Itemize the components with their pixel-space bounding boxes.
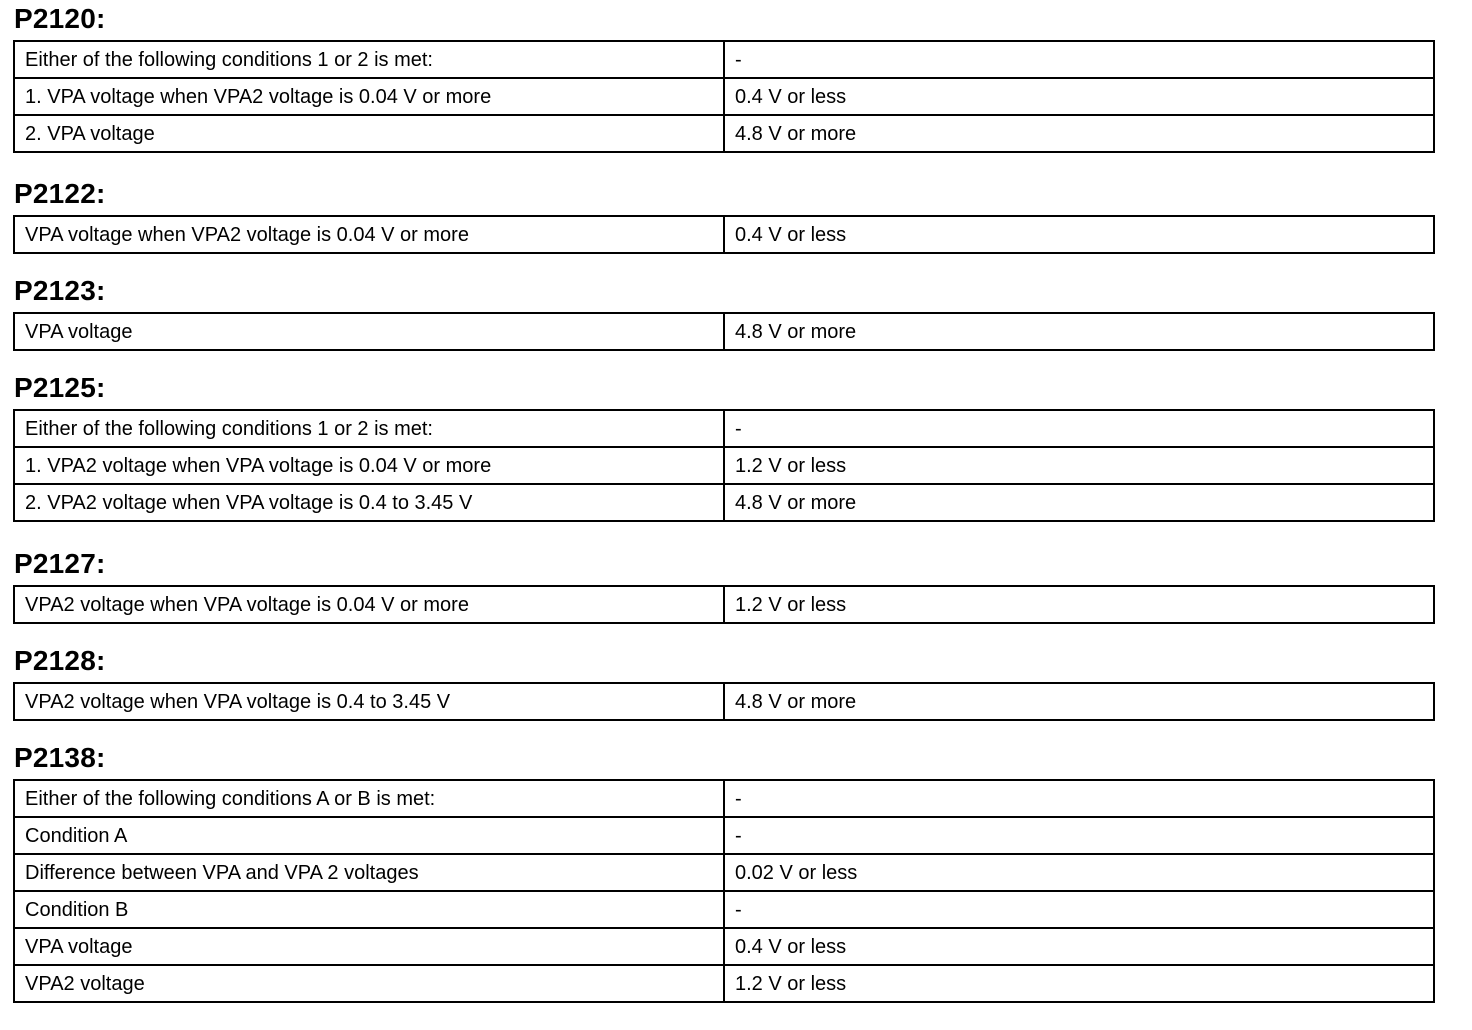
dtc-section-p2125 xyxy=(13,373,1431,522)
condition-cell: Either of the following conditions 1 or 2 is met: xyxy=(14,410,724,447)
condition-cell: VPA2 voltage when VPA voltage is 0.04 V or more xyxy=(14,586,724,623)
condition-cell: Either of the following conditions A or B is met: xyxy=(14,780,724,817)
condition-cell: VPA voltage when VPA2 voltage is 0.04 V or more xyxy=(14,216,724,253)
condition-cell: Either of the following conditions 1 or 2 is met: xyxy=(14,41,724,78)
value-cell: 4.8 V or more xyxy=(724,115,1434,152)
dtc-section-p2138 xyxy=(13,743,1431,1003)
condition-cell: Condition A xyxy=(14,817,724,854)
value-cell: 1.2 V or less xyxy=(724,965,1434,1002)
dtc-section-p2127 xyxy=(13,549,1431,624)
dtc-code-heading: P2120: xyxy=(14,3,106,34)
value-cell: 0.4 V or less xyxy=(724,78,1434,115)
dtc-code-heading: P2138: xyxy=(14,742,106,773)
dtc-section-p2120 xyxy=(13,4,1431,153)
value-cell: 1.2 V or less xyxy=(724,586,1434,623)
dtc-code-heading: P2122: xyxy=(14,178,106,209)
value-cell: - xyxy=(724,41,1434,78)
table-row xyxy=(14,891,1434,928)
condition-cell: Difference between VPA and VPA 2 voltages xyxy=(14,854,724,891)
dtc-condition-table xyxy=(13,215,1435,254)
value-cell: - xyxy=(724,410,1434,447)
condition-cell: 1. VPA2 voltage when VPA voltage is 0.04 V or more xyxy=(14,447,724,484)
condition-cell: VPA2 voltage xyxy=(14,965,724,1002)
table-row xyxy=(14,854,1434,891)
table-row xyxy=(14,780,1434,817)
value-cell: - xyxy=(724,891,1434,928)
condition-cell: 2. VPA2 voltage when VPA voltage is 0.4 to 3.45 V xyxy=(14,484,724,521)
value-cell: 4.8 V or more xyxy=(724,484,1434,521)
condition-cell: 2. VPA voltage xyxy=(14,115,724,152)
condition-cell: Condition B xyxy=(14,891,724,928)
value-cell: 0.4 V or less xyxy=(724,216,1434,253)
dtc-section-p2128 xyxy=(13,646,1431,721)
value-cell: 4.8 V or more xyxy=(724,683,1434,720)
dtc-condition-table xyxy=(13,585,1435,624)
value-cell: 0.4 V or less xyxy=(724,928,1434,965)
table-row xyxy=(14,586,1434,623)
table-row xyxy=(14,484,1434,521)
table-row xyxy=(14,78,1434,115)
dtc-code-heading: P2123: xyxy=(14,275,106,306)
dtc-code-heading: P2125: xyxy=(14,372,106,403)
table-row xyxy=(14,683,1434,720)
table-row xyxy=(14,41,1434,78)
table-row xyxy=(14,965,1434,1002)
table-row xyxy=(14,447,1434,484)
table-row xyxy=(14,410,1434,447)
dtc-section-p2123 xyxy=(13,276,1431,351)
value-cell: 1.2 V or less xyxy=(724,447,1434,484)
dtc-condition-table xyxy=(13,682,1435,721)
dtc-condition-table xyxy=(13,312,1435,351)
value-cell: 0.02 V or less xyxy=(724,854,1434,891)
table-row xyxy=(14,817,1434,854)
value-cell: - xyxy=(724,780,1434,817)
dtc-condition-table xyxy=(13,40,1435,153)
table-row xyxy=(14,928,1434,965)
condition-cell: VPA voltage xyxy=(14,313,724,350)
value-cell: - xyxy=(724,817,1434,854)
condition-cell: VPA voltage xyxy=(14,928,724,965)
dtc-code-heading: P2128: xyxy=(14,645,106,676)
condition-cell: 1. VPA voltage when VPA2 voltage is 0.04 V or more xyxy=(14,78,724,115)
dtc-code-heading: P2127: xyxy=(14,548,106,579)
condition-cell: VPA2 voltage when VPA voltage is 0.4 to 3.45 V xyxy=(14,683,724,720)
table-row xyxy=(14,115,1434,152)
dtc-section-p2122 xyxy=(13,179,1431,254)
table-row xyxy=(14,313,1434,350)
dtc-condition-table xyxy=(13,409,1435,522)
dtc-condition-table xyxy=(13,779,1435,1003)
value-cell: 4.8 V or more xyxy=(724,313,1434,350)
table-row xyxy=(14,216,1434,253)
